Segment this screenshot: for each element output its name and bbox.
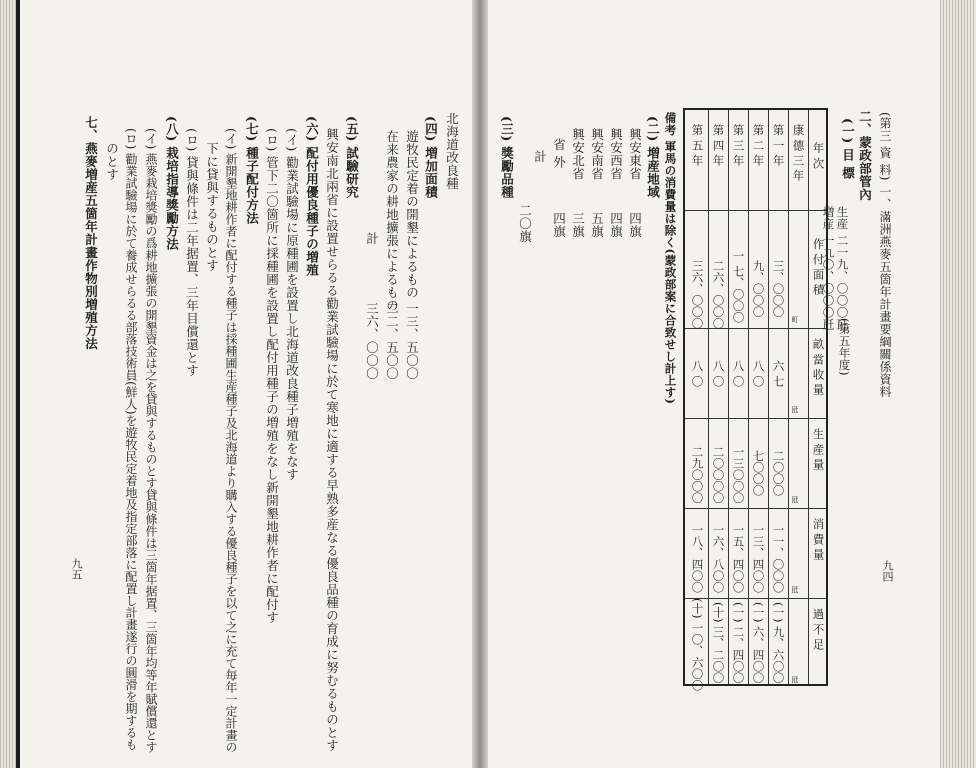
text-line: 興安南北兩省に設置せらるる勸業試驗場に於て寒地に適する早熟多産なる優良品種の育成に努むるものとす [324,128,340,752]
text-line: (イ) 燕麥栽培獎勵の爲耕地擴張の開墾資金は之を貸與するものとす貸與條件は三箇年据置、三箇年均等年賦償還とす [144,128,158,754]
table-cell: 三、〇〇〇 [771,260,786,318]
table-divider [685,210,826,211]
area-count: 四旗 [551,212,567,238]
table-cell: (一) 二、四〇〇 [731,602,746,684]
area-name: 興安西省 [608,128,624,180]
table-cell: 一 七、〇〇〇 [731,250,746,323]
table-cell: 二九〇〇〇 [690,446,705,504]
text-line: (七) 種子配付方法 [244,116,260,225]
text-line: (ロ) 勸業試驗場に於て養成せらるる部落技術員(鮮人)を遊牧民定着地及指定部落に配置し計畫遂行の圓滑を期するも [124,128,138,751]
table-cell: 八 〇 [731,360,746,387]
table-cell-year: 康 德 三 年 [791,124,806,181]
area-total-label: 計 [532,150,548,163]
unit-label: 瓩 [791,676,799,683]
table-cell: 八 〇 [690,360,705,387]
table-cell-year: 第 二 年 [751,124,766,166]
area-count: 四旗 [627,212,643,238]
table-header: 過 不 足 [811,608,826,650]
table-cell: 九、〇〇〇 [751,260,766,318]
text-line: 下に貸與するものとす [204,142,220,272]
text-line: (四) 増加面積 [423,116,439,199]
area-label: (二) 増産地域 [645,116,661,199]
table-header: 畝 當 收 量 [811,338,826,395]
unit-label: 瓩 [791,586,799,593]
area-total: 二〇旗 [517,204,533,243]
text-line: (ロ) 貸與條件は二年据置、三年目償還とす [184,128,200,378]
left-page [20,0,472,768]
page-number: 九五 [70,558,83,580]
text-line: (五) 試驗研究 [344,116,360,199]
area-count: 五旗 [589,212,605,238]
table-cell: 一一、〇〇〇 [771,524,786,593]
table-cell-year: 第 三 年 [731,124,746,166]
text-line: 計 [364,232,380,245]
table-divider [685,598,826,599]
table-cell: 一八、四〇〇 [690,524,705,593]
area-count: 三旗 [570,212,586,238]
unit-label: 瓩 [791,496,799,503]
target-production: 生産 二一九、〇〇〇瓩 [835,206,850,331]
unit-label: 町 [791,316,799,323]
table-cell: 二六、〇〇〇 [711,260,726,329]
table-cell: (一) 九、六〇〇 [771,602,786,684]
right-page-edge [940,0,976,768]
table-cell: 八 〇 [711,360,726,387]
text-line: 遊牧民定着の開墾によるもの [404,130,420,299]
seed-label: (三) 獎勵品種 [499,116,515,199]
table-cell: 八 〇 [751,360,766,387]
crop-plan-table [683,108,828,692]
running-header: (第三 資 料) 一、滿洲燕麥五箇年計畫要綱關係資料 [878,112,892,398]
table-header: 作 付 面 積 [811,238,826,295]
text-line: (イ) 勸業試驗場に原種圃を設置し北海道改良種子増殖をなす [284,128,300,482]
table-divider [685,328,826,329]
area-name: 興安北省 [570,128,586,180]
table-cell: 一五、四〇〇 [731,524,746,593]
text-line: のとす [104,142,120,181]
table-cell: (十) 一〇、六〇〇 [690,598,705,692]
table-divider [685,418,826,419]
table-cell-year: 第 四 年 [711,124,726,166]
table-cell: (十) 三、二〇〇 [711,602,726,684]
text-line: 在来農家の耕地擴張によるもの [384,130,400,312]
text-line: (ロ) 管下二〇箇所に採種圃を設置し配付用種子の増殖をなし新開墾地耕作者に配付す [264,128,280,625]
section-title: 二、蒙政部管內 [857,110,873,201]
table-cell: 一三〇〇〇 [731,446,746,504]
table-cell: (一) 六、四〇〇 [751,602,766,684]
table-cell-year: 第 五 年 [690,124,705,166]
text-line: 北海道改良種 [444,112,460,190]
page-number: 九四 [881,560,894,582]
unit-label: 瓩 [791,406,799,413]
table-header: 消 費 量 [811,518,826,560]
table-cell: 七〇〇〇 [751,450,766,496]
table-divider [685,508,826,509]
text-line: (八) 栽培指導獎勵方法 [164,116,180,251]
target-increase: 増産 一九〇、〇〇〇瓩 [821,206,836,331]
table-header: 生 産 量 [811,428,826,470]
table-cell-year: 第 一 年 [771,124,786,166]
table-cell: 三六、〇〇〇 [690,260,705,329]
target-year: (第五年度) [837,318,852,376]
table-cell: 二〇〇〇 [771,450,786,496]
left-page-edge [0,0,16,768]
area-name: 省 外 [551,138,567,169]
value-cell: 三六、〇〇〇 [364,302,380,380]
book-spine [472,0,488,768]
table-cell: 六 七 [771,360,786,387]
section-heading: 七、燕麥増産五箇年計畫作物別増殖方法 [83,116,99,350]
text-line: (六) 配付用優良種子の増殖 [304,116,320,277]
table-cell: 二〇〇〇〇 [711,446,726,504]
text-line: (イ) 新開墾地耕作者に配付する種子は採種圃生産種子及北海道より購入する優良種子を以て之に充て毎年一定計畫の [224,128,238,754]
area-name: 興安南省 [589,128,605,180]
table-cell: 一六、八〇〇 [711,524,726,593]
value-cell: 一三、五〇〇 [404,302,420,380]
area-name: 興安東省 [627,128,643,180]
table-cell: 一三、四〇〇 [751,524,766,593]
table-header: 年 次 [811,142,826,169]
target-label: (一) 目 標 [840,118,856,180]
value-cell: 二二、五〇〇 [384,302,400,380]
area-count: 四旗 [608,212,624,238]
note: 備考 軍馬の消費量は除く(蒙政部案に合致せし計上す) [663,112,678,405]
